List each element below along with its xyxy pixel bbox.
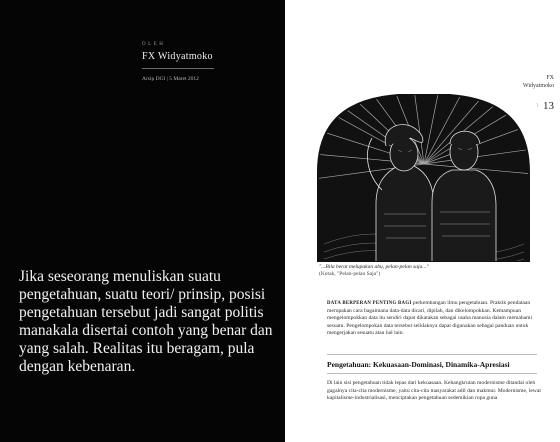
body-paragraph-1-text: perkembangan ilmu pengetahuan. Praktik pendataan merupakan cara bagaimana data-data dicari, dipilah, dan dikelompokkan. Kemampuan mengelompokkan data itu sendiri dapat dikatakan sebagai usaha manusia dalam memahami sesuatu. Pengelompokan data tersebut selidaknya dapat digunakan sebagai panduan untuk mengerjakan sesuatu atau hal lain.: [327, 300, 533, 336]
right-page: [285, 0, 560, 442]
page-separator: \: [536, 103, 539, 110]
running-head-line-1: FX: [546, 75, 554, 81]
page-number-block: [537, 100, 554, 112]
illustration-caption: [319, 264, 429, 278]
author-divider: [142, 68, 214, 69]
subheading-rule-top: [327, 354, 537, 355]
running-head: [523, 74, 554, 90]
body-lead-in: DATA BERPERAN PENTING BAGI: [327, 301, 412, 306]
woodcut-illustration: [314, 94, 533, 262]
pull-quote: Jika seseorang menuliskan suatu pengetahuan, suatu teori/ prinsip, posisi pengetahuan tersebut jadi sangat politis manakala disertai contoh yang benar dan yang salah. Realitas itu beragam, pula dengan kebenaran.: [19, 268, 273, 375]
subheading-rule-bottom: [327, 373, 537, 374]
running-head-line-2: Widyatmoko: [522, 83, 554, 89]
author-name: FX Widyatmoko: [142, 51, 213, 62]
archive-date: Arsip DGI | 5 Maret 2012: [142, 76, 199, 82]
caption-quote: "...Bila berat melupakan abu, pelan-pelan saja...": [319, 264, 429, 270]
section-subheading: Pengetahuan: Kekuasaan-Dominasi, Dinamika-Apresiasi: [327, 360, 510, 369]
page-number: 13: [543, 100, 554, 112]
body-paragraph-2: Di lain sisi pengetahuan tidak lepas dari kekuasaan. Kehangkrutan modernisme ditandai oleh gagalnya cita-cita modernisme, yaitu cita-cita masyarakat adil dan makmur. Modernisme, lewat kapitalisme-industrialisasi, menciptakan pengetahuan sedemikian rupa guna: [327, 380, 541, 401]
byline-label: OLEH: [142, 42, 166, 47]
caption-source: (Kotak, "Pelan-pelan Saja"): [319, 271, 381, 277]
body-paragraph-1: [327, 300, 547, 338]
